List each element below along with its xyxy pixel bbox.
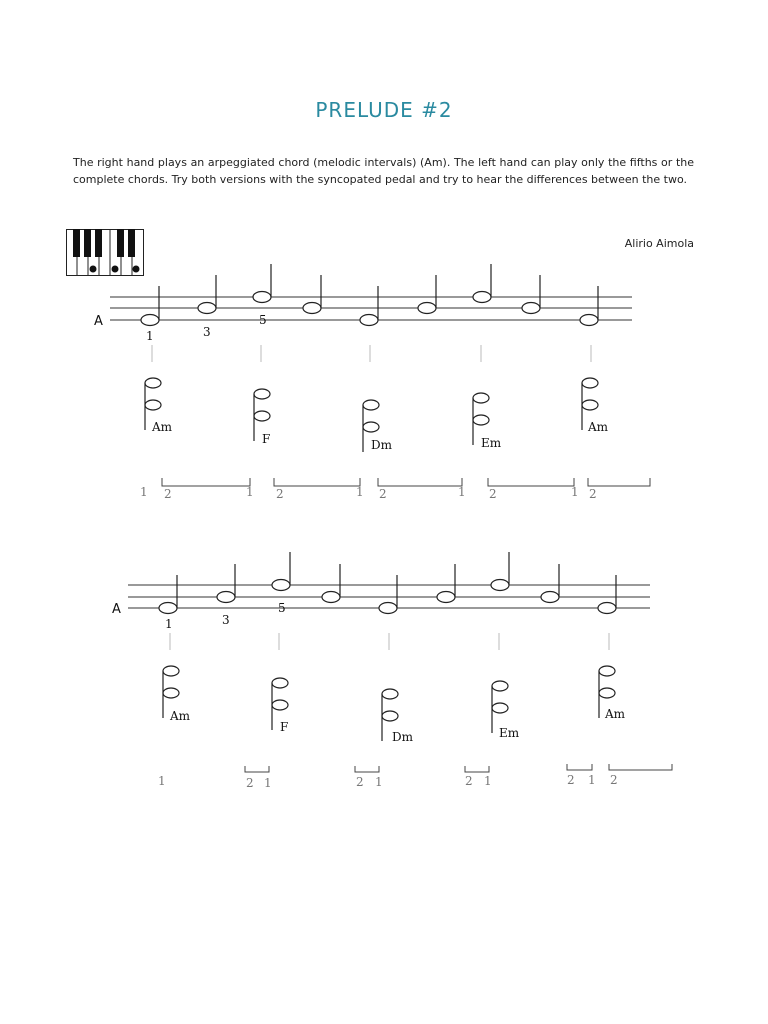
pedal-number: 1 — [246, 485, 254, 499]
pedal-number: 1 — [140, 485, 148, 499]
chord-label: F — [262, 432, 271, 446]
pedal-number: 2 — [567, 773, 575, 787]
rh-finger: 3 — [203, 325, 211, 339]
staff-label: A — [112, 602, 121, 617]
pedal-number: 2 — [465, 774, 473, 788]
pedal-number: 1 — [484, 774, 492, 788]
composer-name: Alirio Aimola — [624, 237, 694, 250]
pedal-number: 2 — [164, 487, 172, 501]
intro-paragraph: The right hand plays an arpeggiated chord (melodic intervals) (Am). The left hand can play only the fifths or the complete chords. Try both versions with the syncopated pedal and try to hear the differences between the two. — [73, 156, 694, 186]
pedal-number: 1 — [458, 485, 466, 499]
staff-label: A — [94, 314, 103, 329]
pedal-number: 2 — [610, 773, 618, 787]
rh-finger: 5 — [259, 313, 267, 327]
pedal-number: 2 — [379, 487, 387, 501]
rh-finger: 5 — [278, 601, 286, 615]
pedal-number: 2 — [276, 487, 284, 501]
pedal-number: 1 — [264, 776, 272, 790]
pedal-number: 2 — [489, 487, 497, 501]
rh-finger: 3 — [222, 613, 230, 627]
pedal-number: 1 — [375, 775, 383, 789]
pedal-number: 1 — [158, 774, 166, 788]
chord-label: Am — [152, 420, 173, 434]
pedal-number: 1 — [588, 773, 596, 787]
pedal-number: 2 — [589, 487, 597, 501]
chord-label: Em — [499, 726, 520, 740]
chord-label: Am — [588, 420, 609, 434]
pedal-number: 1 — [356, 485, 364, 499]
chord-label: Dm — [392, 730, 413, 744]
pedal-number: 2 — [246, 776, 254, 790]
chord-label: Am — [605, 707, 626, 721]
pedal-number: 2 — [356, 775, 364, 789]
rh-finger: 1 — [146, 329, 154, 343]
pedal-number: 1 — [571, 485, 579, 499]
chord-label: Em — [481, 436, 502, 450]
page-title: PRELUDE #2 — [315, 98, 453, 122]
chord-label: F — [280, 720, 289, 734]
rh-finger: 1 — [165, 617, 173, 631]
chord-label: Dm — [371, 438, 392, 452]
chord-label: Am — [170, 709, 191, 723]
